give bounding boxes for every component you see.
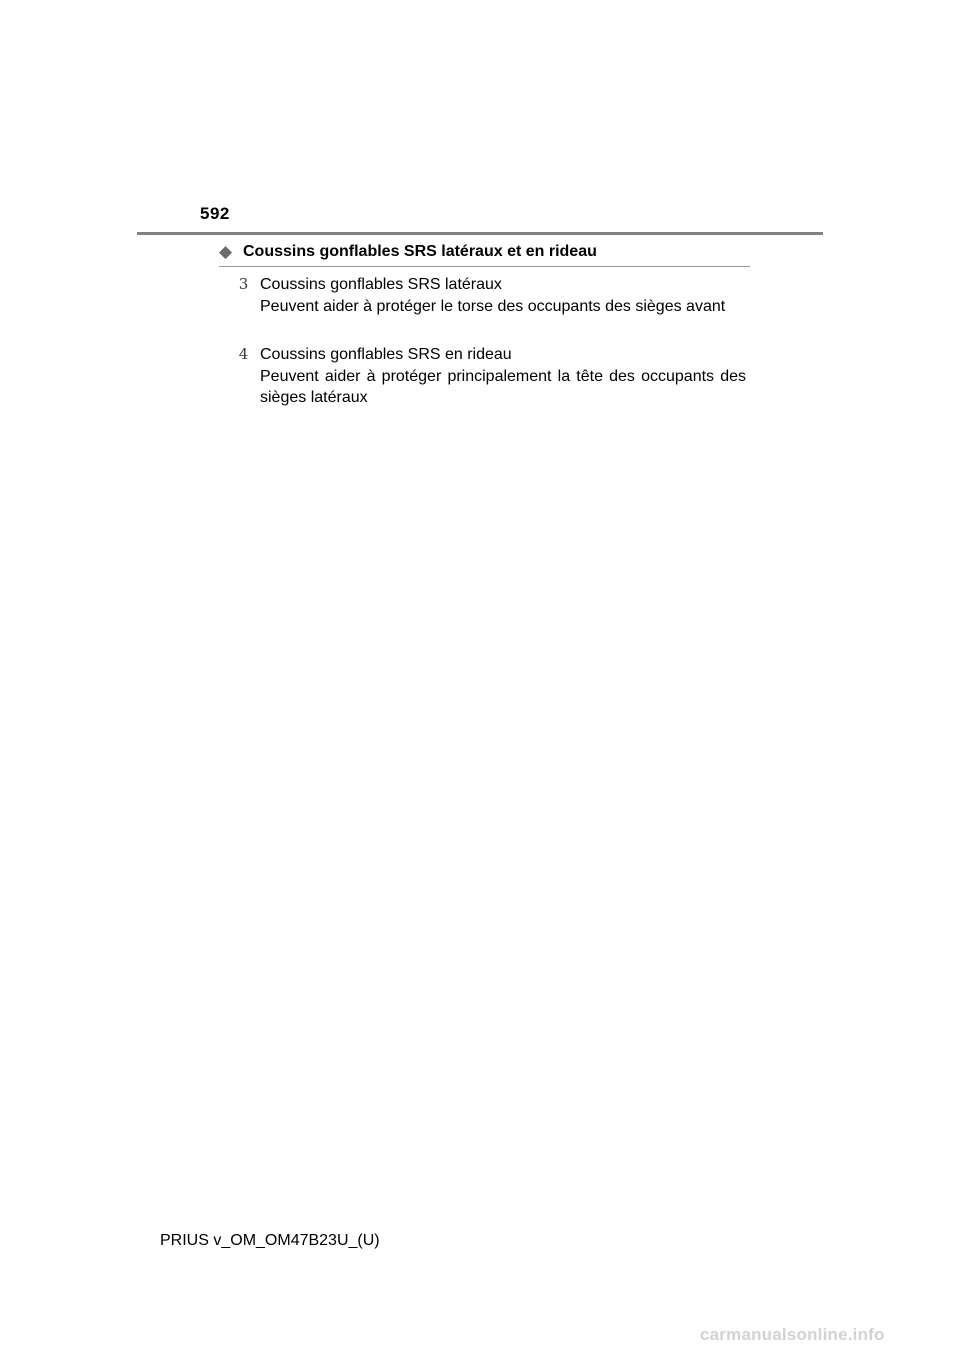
item-number-marker: 3 (238, 275, 249, 293)
list-item-body (260, 274, 746, 317)
item-description: Peuvent aider à protéger le torse des occupants des sièges avant (260, 297, 726, 315)
watermark: carmanualsonline.info (700, 1325, 885, 1344)
list-item-body (260, 344, 746, 409)
section-title: Coussins gonflables SRS latéraux et en rideau (243, 243, 597, 260)
item-name: Coussins gonflables SRS latéraux (260, 276, 502, 293)
page-number: 592 (200, 204, 230, 223)
header-divider (137, 232, 823, 235)
section-heading (219, 242, 750, 267)
item-name: Coussins gonflables SRS en rideau (260, 346, 512, 363)
item-description: Peuvent aider à protéger principalement la tête des occupants des sièges latéraux (260, 367, 746, 406)
item-number-marker: 4 (238, 345, 249, 363)
document-code: PRIUS v_OM_OM47B23U_(U) (160, 1232, 380, 1249)
diamond-bullet-icon: ◆ (219, 242, 233, 261)
